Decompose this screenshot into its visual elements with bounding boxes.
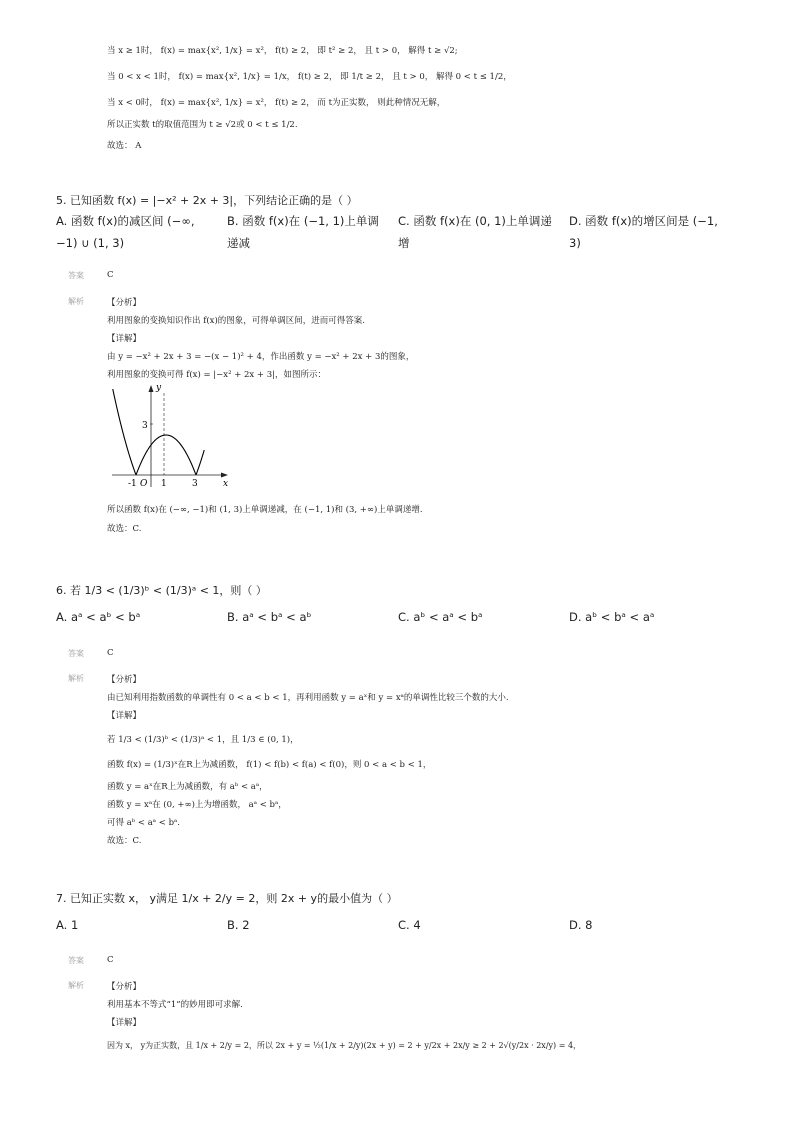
q6-option-a: A. aᵃ < aᵇ < bᵃ — [56, 610, 141, 624]
analysis-line: 由已知利用指数函数的单调性有 0 < a < b < 1，再利用函数 y = aˣ和 y = xᵃ的单调性比较三个数的大小. — [107, 693, 509, 703]
q6-option-d: D. aᵇ < bᵃ < aᵃ — [569, 610, 655, 624]
analysis-line: 利用图象的变换可得 f(x) = |−x² + 2x + 3|，如图所示： — [107, 370, 327, 380]
q5-option-a: A. 函数 f(x)的减区间 (−∞, −1) ∪ (1, 3) — [56, 214, 195, 250]
origin-label: O — [140, 479, 148, 489]
analysis-line: 【详解】 — [107, 334, 142, 344]
analysis-line: 函数 y = aˣ在R上为减函数，有 aᵇ < aᵃ， — [107, 782, 268, 792]
y-tick-label: 3 — [142, 421, 148, 431]
analysis-line: 若 1/3 < (1/3)ᵇ < (1/3)ᵃ < 1，且 1/3 ∈ (0, 1)， — [107, 735, 299, 745]
analysis-line: 故选：C. — [107, 524, 142, 534]
question-6-stem: 6. 若 1/3 < (1/3)ᵇ < (1/3)ᵃ < 1，则（ ） — [56, 584, 267, 597]
solution-line: 故选： A — [107, 141, 142, 151]
answer-label: 答案 — [68, 956, 84, 965]
analysis-line: 【详解】 — [107, 711, 142, 721]
solution-line: 当 x ≥ 1时， f(x) = max{x², 1/x} = x²， f(t) ≥ 2， 即 t² ≥ 2， 且 t > 0， 解得 t ≥ √2; — [107, 46, 458, 56]
x-tick-label: -1 — [128, 479, 137, 489]
answer-value: C — [107, 270, 114, 280]
answer-value: C — [107, 648, 114, 658]
analysis-line: 函数 y = xᵃ在 (0, +∞)上为增函数， aᵃ < bᵃ， — [107, 800, 287, 810]
analysis-line: 【分析】 — [107, 298, 142, 308]
answer-label: 答案 — [68, 649, 84, 658]
solution-line: 当 x < 0时， f(x) = max{x², 1/x} = x²， f(t) ≥ 2， 而 t为正实数， 则此种情况无解， — [107, 98, 446, 108]
question-7-stem: 7. 已知正实数 x， y满足 1/x + 2/y = 2，则 2x + y的最小值为（ ） — [56, 892, 398, 905]
analysis-label: 解析 — [68, 981, 84, 990]
q7-option-d: D. 8 — [569, 918, 593, 932]
analysis-label: 解析 — [68, 674, 84, 683]
function-graph — [104, 383, 234, 495]
question-5-stem: 5. 已知函数 f(x) = |−x² + 2x + 3|，下列结论正确的是（ ） — [56, 194, 358, 207]
q5-option-b: B. 函数 f(x)在 (−1, 1)上单调递减 — [227, 214, 379, 250]
analysis-line: 【分析】 — [107, 675, 142, 685]
q7-option-a: A. 1 — [56, 918, 79, 932]
analysis-line: 可得 aᵇ < aᵃ < bᵃ. — [107, 818, 180, 828]
analysis-line: 利用基本不等式“1”的妙用即可求解. — [107, 1000, 243, 1010]
analysis-label: 解析 — [68, 297, 84, 306]
analysis-line: 由 y = −x² + 2x + 3 = −(x − 1)² + 4，作出函数 y = −x² + 2x + 3的图象， — [107, 352, 415, 362]
graph-curve — [113, 389, 205, 475]
y-axis-arrow — [149, 385, 154, 392]
analysis-line: 利用图象的变换知识作出 f(x)的图象，可得单调区间，进而可得答案. — [107, 316, 365, 326]
q6-option-c: C. aᵇ < aᵃ < bᵃ — [398, 610, 483, 624]
solution-line: 当 0 < x < 1时， f(x) = max{x², 1/x} = 1/x， f(t) ≥ 2， 即 1/t ≥ 2， 且 t > 0， 解得 0 < t ≤ 1/2， — [107, 72, 512, 82]
answer-value: C — [107, 955, 114, 965]
q7-option-b: B. 2 — [227, 918, 250, 932]
q5-option-c: C. 函数 f(x)在 (0, 1)上单调递增 — [398, 214, 552, 250]
y-axis-label: y — [156, 383, 162, 393]
x-tick-label: 1 — [161, 479, 167, 489]
analysis-line: 函数 f(x) = (1/3)ˣ在R上为减函数， f(1) < f(b) < f(a) < f(0)，则 0 < a < b < 1， — [107, 760, 432, 770]
solution-line: 所以正实数 t的取值范围为 t ≥ √2或 0 < t ≤ 1/2. — [107, 120, 298, 130]
analysis-line: 所以函数 f(x)在 (−∞, −1)和 (1, 3)上单调递减，在 (−1, 1)和 (3, +∞)上单调递增. — [107, 505, 423, 515]
analysis-line: 【分析】 — [107, 982, 142, 992]
x-tick-label: 3 — [192, 479, 198, 489]
q7-option-c: C. 4 — [398, 918, 421, 932]
q6-option-b: B. aᵃ < bᵃ < aᵇ — [227, 610, 312, 624]
x-axis-arrow — [221, 473, 228, 478]
analysis-line: 因为 x， y为正实数，且 1/x + 2/y = 2，所以 2x + y = ½(1/x + 2/y)(2x + y) = 2 + y/2x + 2x/y ≥ 2 + 2√(y/2x · 2x/y) = 4， — [107, 1041, 582, 1050]
answer-label: 答案 — [68, 271, 84, 280]
q5-option-d: D. 函数 f(x)的增区间是 (−1, 3) — [569, 214, 718, 250]
analysis-line: 【详解】 — [107, 1018, 142, 1028]
x-axis-label: x — [223, 479, 229, 489]
analysis-line: 故选：C. — [107, 836, 142, 846]
